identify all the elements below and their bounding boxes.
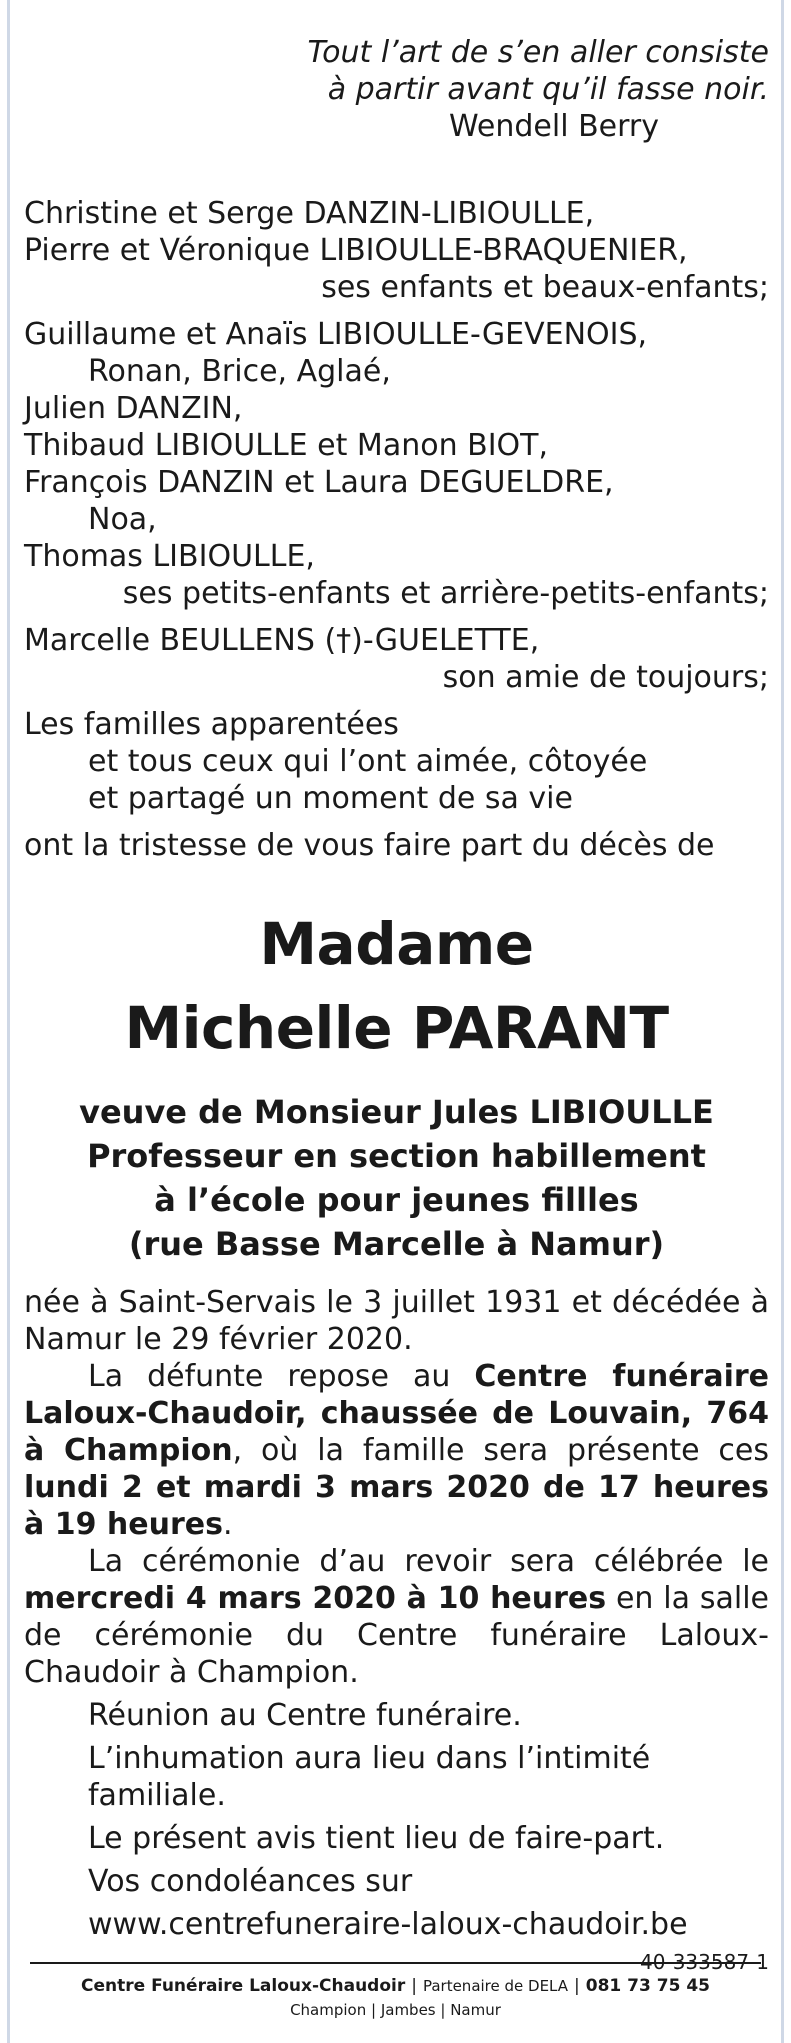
note-line: Réunion au Centre funéraire. (88, 1698, 522, 1733)
note-line: L’inhumation aura lieu dans l’intimité familiale. (88, 1741, 651, 1813)
deceased-school: à l’école pour jeunes fillles (154, 1181, 639, 1219)
obituary-page (7, 0, 784, 2043)
family-line: Ronan, Brice, Aglaé, (88, 354, 391, 389)
quote-author: Wendell Berry (448, 109, 659, 144)
note-line: Vos condoléances sur (88, 1864, 413, 1899)
family-line: Pierre et Véronique LIBIOULLE-BRAQUENIER, (24, 233, 688, 268)
footer (30, 1962, 761, 2022)
family-line: Guillaume et Anaïs LIBIOULLE-GEVENOIS, (24, 317, 648, 352)
family-line: Julien DANZIN, (24, 391, 243, 426)
ceremony-paragraph (24, 1543, 769, 1691)
visitation-dates: lundi 2 et mardi 3 mars 2020 de 17 heures à 19 heures (24, 1470, 769, 1542)
family-line: Les familles apparentées (24, 707, 399, 742)
obituary-body (24, 1284, 769, 1691)
footer-phone: 081 73 75 45 (585, 1976, 710, 1996)
deceased-title: Madame (259, 910, 534, 978)
deceased-school-address: (rue Basse Marcelle à Namur) (128, 1225, 665, 1263)
deceased-details (24, 1090, 769, 1266)
family-role: son amie de toujours; (442, 660, 769, 695)
repose-text: , où la famille sera présente ces (232, 1433, 770, 1468)
family-list (24, 195, 769, 864)
deceased-widow-of: veuve de Monsieur Jules LIBIOULLE (79, 1093, 714, 1131)
quote (24, 34, 769, 145)
deceased-profession: Professeur en section habillement (87, 1137, 706, 1175)
family-line: et partagé un moment de sa vie (88, 781, 573, 816)
family-line: Thibaud LIBIOULLE et Manon BIOT, (24, 428, 549, 463)
family-line: Christine et Serge DANZIN-LIBIOULLE, (24, 196, 595, 231)
footer-company-name: Centre Funéraire Laloux-Chaudoir (81, 1976, 406, 1996)
family-line: Marcelle BEULLENS (†)-GUELETTE, (24, 623, 540, 658)
footer-separator: | (411, 1976, 417, 1996)
family-line: et tous ceux qui l’ont aimée, côtoyée (88, 744, 648, 779)
ceremony-date: mercredi 4 mars 2020 à 10 heures (24, 1581, 607, 1616)
condolences-website: www.centrefuneraire-laloux-chaudoir.be (88, 1907, 688, 1942)
quote-line-2: à partir avant qu’il fasse noir. (327, 72, 769, 107)
repose-paragraph (24, 1358, 769, 1543)
funeral-center-address: Centre funéraire Laloux-Chaudoir, chaussée de Louvain, 764 à Champion (24, 1359, 769, 1468)
ceremony-text: en la salle de cérémonie du Centre funéraire Laloux-Chaudoir à Champion. (24, 1581, 769, 1690)
footer-separator: | (574, 1976, 580, 1996)
deceased-name-block (24, 902, 769, 1070)
family-line: Thomas LIBIOULLE, (24, 539, 315, 574)
family-line: Noa, (88, 502, 157, 537)
footer-line-1 (30, 1974, 761, 1998)
footer-partner: Partenaire de DELA (422, 1977, 569, 1995)
ceremony-text: La cérémonie d’au revoir sera célébrée le (88, 1544, 769, 1579)
note-line: Le présent avis tient lieu de faire-part. (88, 1821, 665, 1856)
notes-list (24, 1697, 769, 1943)
announcement-line: ont la tristesse de vous faire part du décès de (24, 828, 715, 863)
obituary-content (24, 34, 769, 1975)
family-role: ses petits-enfants et arrière-petits-enfants; (122, 576, 769, 611)
footer-locations: Champion | Jambes | Namur (290, 2001, 501, 2019)
birth-death-paragraph: née à Saint-Servais le 3 juillet 1931 et décédée à Namur le 29 février 2020. (24, 1285, 769, 1357)
family-role: ses enfants et beaux-enfants; (321, 270, 769, 305)
deceased-name: Michelle PARANT (124, 994, 669, 1062)
family-line: François DANZIN et Laura DEGUELDRE, (24, 465, 614, 500)
repose-text: . (222, 1507, 233, 1542)
quote-line-1: Tout l’art de s’en aller consiste (307, 35, 769, 70)
reference-number: 40-333587-1 (640, 1950, 769, 1974)
repose-text: La défunte repose au (88, 1359, 475, 1394)
